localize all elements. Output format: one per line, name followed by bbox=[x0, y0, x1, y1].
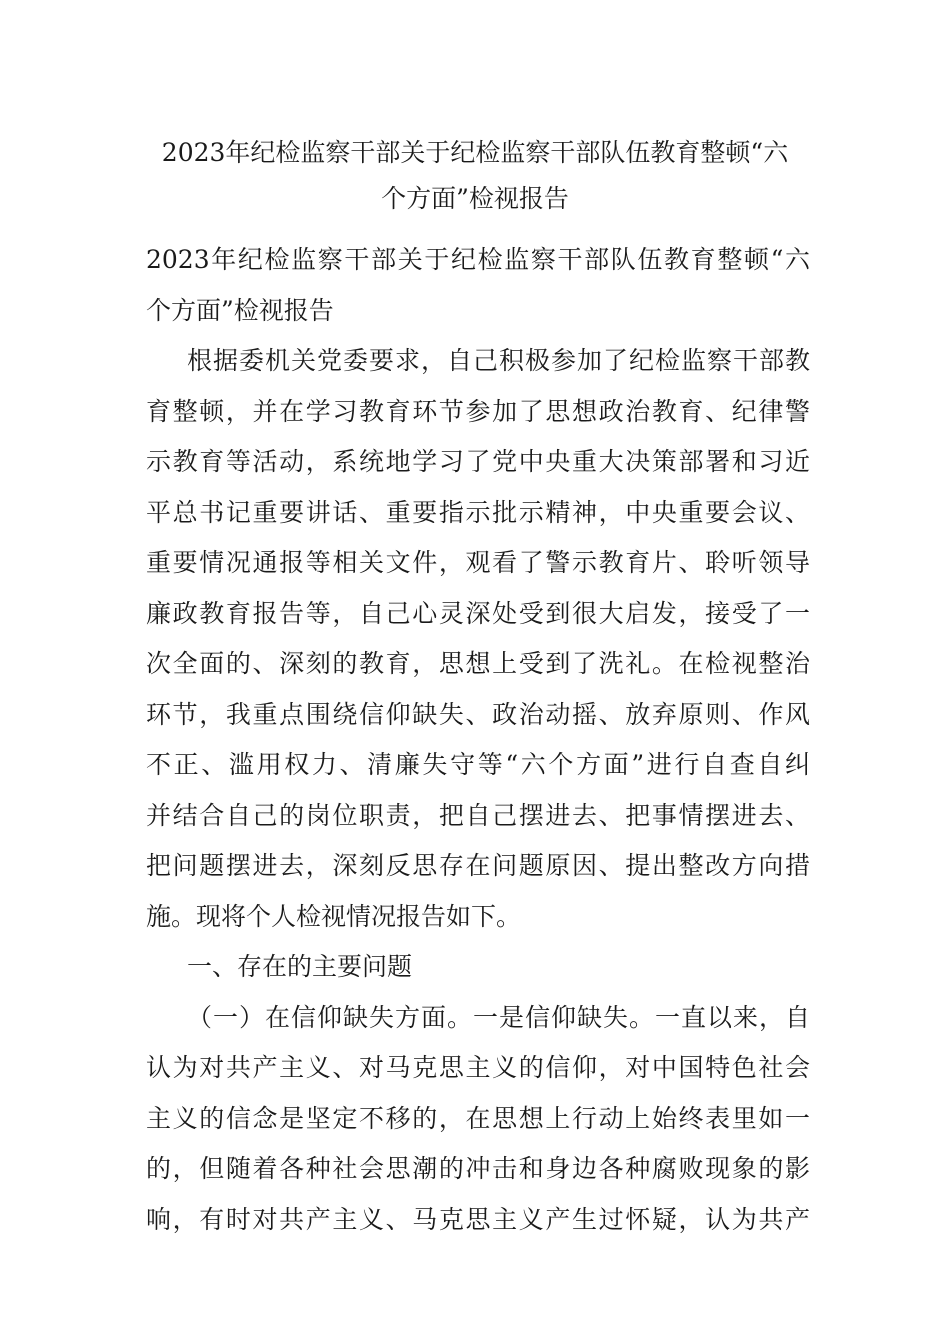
body-text-line: 环节，我重点围绕信仰缺失、政治动摇、放弃原则、作风 bbox=[146, 699, 810, 729]
body-text-line: 主义的信念是坚定不移的，在思想上行动上始终表里如一 bbox=[146, 1103, 810, 1133]
body-text-line: 育整顿，并在学习教育环节参加了思想政治教育、纪律警 bbox=[146, 396, 810, 426]
body-text-line: 施。现将个人检视情况报告如下。 bbox=[146, 901, 522, 931]
body-text-line: 示教育等活动，系统地学习了党中央重大决策部署和习近 bbox=[146, 447, 810, 476]
body-text-line: 响，有时对共产主义、马克思主义产生过怀疑，认为共产 bbox=[146, 1204, 810, 1234]
body-text-line: 个方面”检视报告 bbox=[146, 295, 334, 325]
body-text-line: 的，但随着各种社会思潮的冲击和身边各种腐败现象的影 bbox=[146, 1154, 810, 1183]
body-text-line: 2023年纪检监察干部关于纪检监察干部队伍教育整顿“六 bbox=[146, 245, 810, 274]
body-text-line: 并结合自己的岗位职责，把自己摆进去、把事情摆进去、 bbox=[146, 800, 810, 830]
body-text-line: 廉政教育报告等，自己心灵深处受到很大启发，接受了一 bbox=[146, 598, 810, 628]
document-title bbox=[140, 130, 810, 222]
body-text-line: 平总书记重要讲话、重要指示批示精神，中央重要会议、 bbox=[146, 497, 810, 527]
title-line: 个方面”检视报告 bbox=[381, 184, 569, 213]
body-text-line: 次全面的、深刻的教育，思想上受到了洗礼。在检视整治 bbox=[146, 649, 810, 678]
document-body bbox=[146, 235, 810, 1245]
body-text-line: 不正、滥用权力、清廉失守等“六个方面”进行自查自纠 bbox=[146, 750, 810, 779]
body-text-line: 根据委机关党委要求，自己积极参加了纪检监察干部教 bbox=[187, 346, 810, 375]
body-text-line: 重要情况通报等相关文件，观看了警示教育片、聆听领导 bbox=[146, 548, 810, 577]
body-text-line: 一、存在的主要问题 bbox=[187, 952, 413, 981]
body-text-line: 认为对共产主义、对马克思主义的信仰，对中国特色社会 bbox=[146, 1053, 810, 1082]
body-text-line: （一）在信仰缺失方面。一是信仰缺失。一直以来，自 bbox=[187, 1002, 810, 1032]
body-text-line: 把问题摆进去，深刻反思存在问题原因、提出整改方向措 bbox=[146, 851, 810, 880]
title-line: 2023年纪检监察干部关于纪检监察干部队伍教育整顿“六 bbox=[161, 138, 789, 167]
